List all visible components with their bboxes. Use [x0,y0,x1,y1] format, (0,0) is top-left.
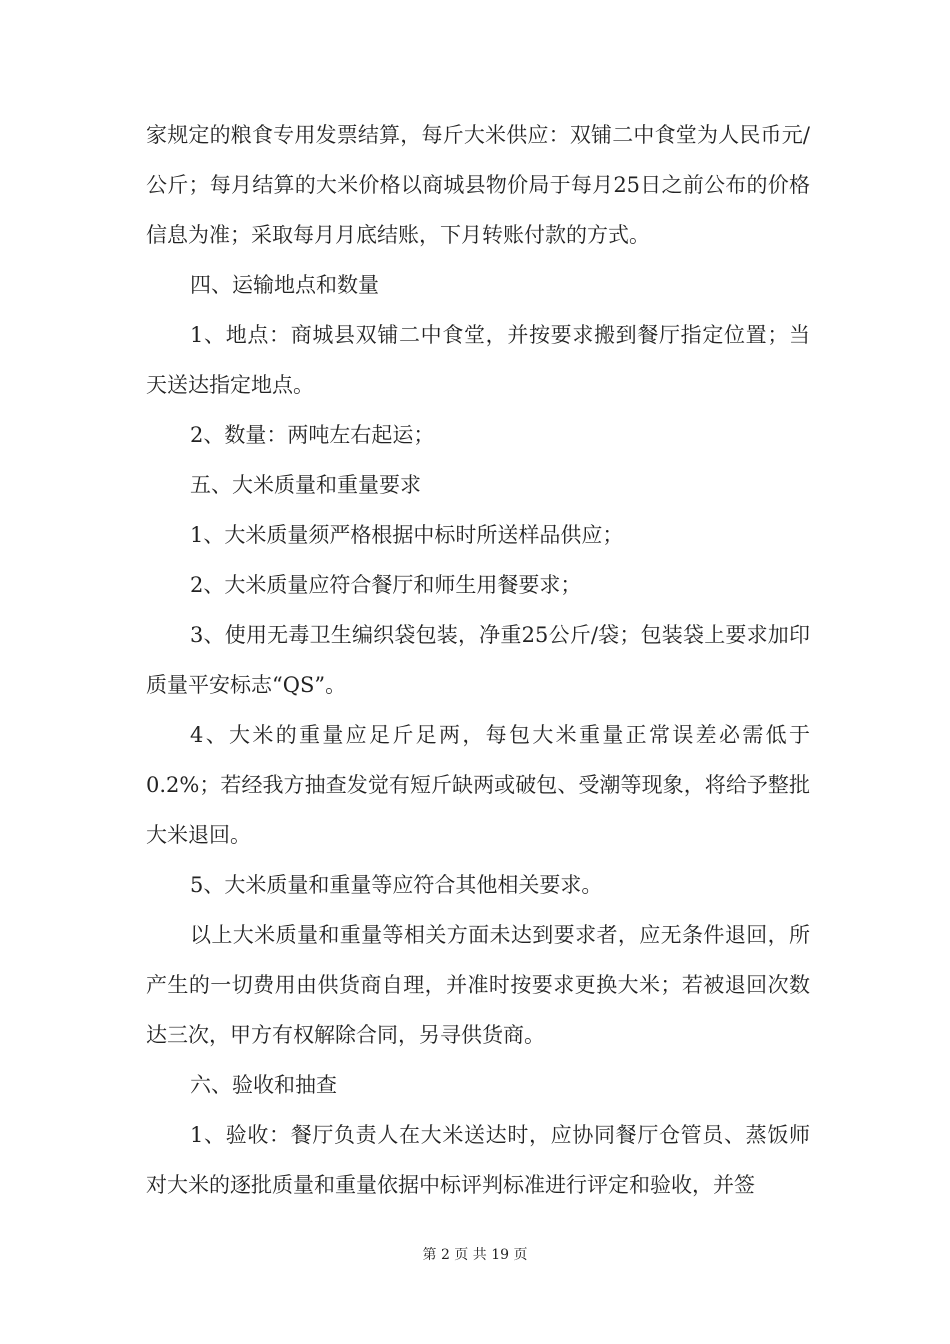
paragraph-quality-1: 1、大米质量须严格根据中标时所送样品供应； [190,523,624,547]
paragraph-1: 家规定的粮食专用发票结算，每斤大米供应：双铺二中食堂为人民币元/公斤；每月结算的大米价格以商城县物价局于每月25日之前公布的价格信息为准；采取每月月底结账，下月转账付款的方式。 [146,123,810,247]
paragraph-quality-4: 4、大米的重量应足斤足两，每包大米重量正常误差必需低于0.2%；若经我方抽查发觉有短斤缺两或破包、受潮等现象，将给予整批大米退回。 [146,723,810,847]
section-heading-transport: 四、运输地点和数量 [190,273,379,297]
paragraph-quality-2: 2、大米质量应符合餐厅和师生用餐要求； [190,573,582,597]
paragraph-inspection-1: 1、验收：餐厅负责人在大米送达时，应协同餐厅仓管员、蒸饭师对大米的逐批质量和重量依据中标评判标准进行评定和验收，并签 [146,1123,810,1197]
paragraph-quality-3: 3、使用无毒卫生编织袋包装，净重25公斤/袋；包装袋上要求加印质量平安标志“QS”。 [146,623,810,697]
paragraph-quality-5: 5、大米质量和重量等应符合其他相关要求。 [190,873,603,897]
section-heading-quality: 五、大米质量和重量要求 [190,473,421,497]
document-body [146,110,810,1210]
paragraph-quantity: 2、数量：两吨左右起运； [190,423,435,447]
page-number-footer: 第 2 页 共 19 页 [422,1247,528,1263]
section-heading-inspection: 六、验收和抽查 [190,1073,337,1097]
paragraph-return-policy: 以上大米质量和重量等相关方面未达到要求者，应无条件退回，所产生的一切费用由供货商自理，并准时按要求更换大米；若被退回次数达三次，甲方有权解除合同，另寻供货商。 [146,923,810,1047]
paragraph-location: 1、地点：商城县双铺二中食堂，并按要求搬到餐厅指定位置；当天送达指定地点。 [146,323,810,397]
